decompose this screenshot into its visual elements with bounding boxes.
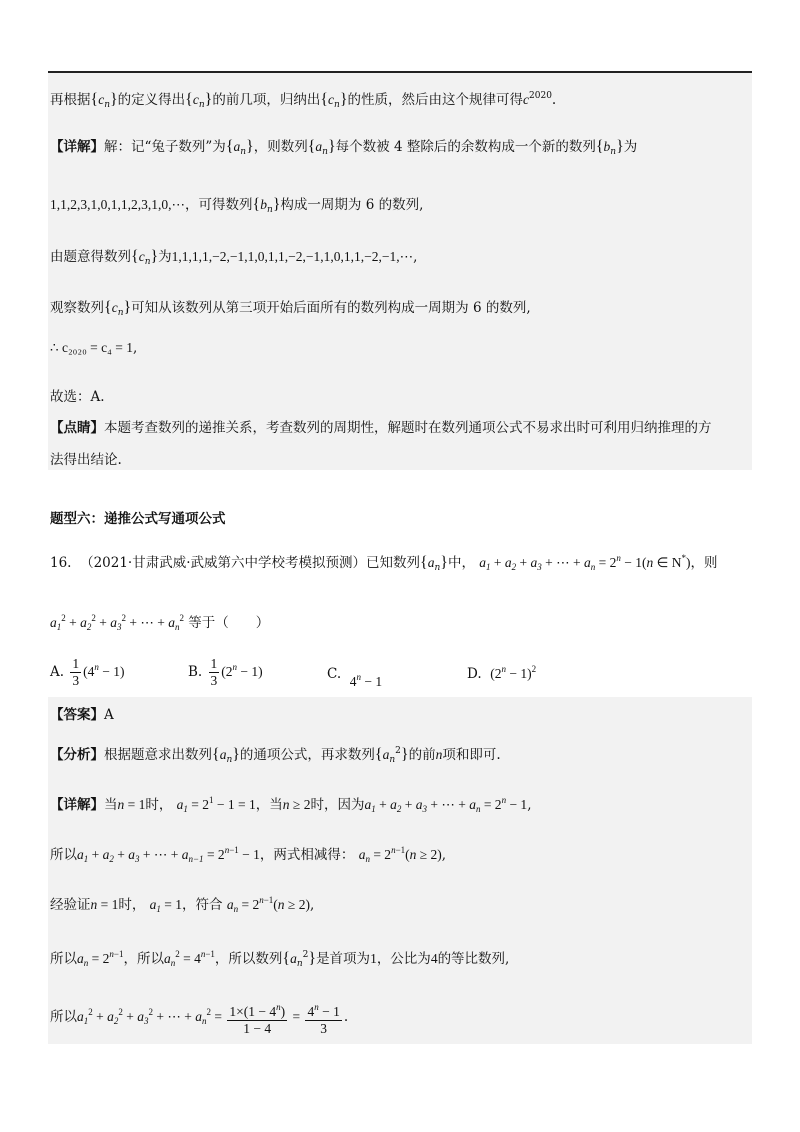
detail-line-1: 【详解】当n = 1时， $a_1 = 2^1 - 1 = 1$，当n ≥ 2时，因为$a_1 + a_2 + a_3$ + ⋯ + $a_n = 2^n - 1$, — [50, 795, 532, 814]
analysis: 【分析】根据题意求出数列$\{a_n\}$的通项公式，再求数列$\{a_n^2\}$的前n项和即可. — [50, 746, 501, 765]
text-line: 故选：A. — [50, 389, 105, 405]
text-line: 法得出结论. — [50, 452, 122, 468]
question-16-cont: $a_1^2 + a_2^2 + a_3^2$ + ⋯ + $a_n^2$ 等于（ ） — [50, 613, 270, 632]
text-line: 1,1,2,3,1,0,1,1,2,3,1,0,⋯，可得数列$\{b_n\}$构成一周期为 6 的数列, — [50, 196, 424, 215]
text-line: 【详解】解：记“兔子数列”为$\{a_n\}$，则数列$\{a_n\}$每个数被 4 整除后的余数构成一个新的数列$\{b_n\}$为 — [50, 138, 638, 157]
detail-line-5: 所以$a_1^2 + a_2^2 + a_3^2$ + ⋯ + $a_n^2$ = $\frac{1\times(1 - 4^n)}{1 - 4}$ = $\frac{4^n - 1}{3}$ . — [50, 994, 348, 1039]
text-line: ∴ c₂₀₂₀ = c₄ = 1, — [50, 340, 138, 356]
answer: 【答案】A — [50, 707, 114, 723]
text-line: 观察数列$\{c_n\}$可知从该数列从第三项开始后面所有的数列构成一周期为 6 的数列, — [50, 299, 531, 318]
option-b: B. $\frac{1}{3}$ $(2^n - 1)$ — [188, 656, 263, 688]
text-line: 再根据$\{c_n\}$的定义得出$\{c_n\}$的前几项，归纳出$\{c_n\}$的性质，然后由这个规律可得$c^{2020}$. — [50, 91, 557, 110]
text-line: 由题意得数列$\{c_n\}$为1,1,1,1,−2,−1,1,0,1,1,−2,−1,1,0,1,1,−2,−1,⋯, — [50, 248, 418, 267]
question-16: 16. （2021·甘肃武威·武威第六中学校考模拟预测）已知数列$\{a_n\}$中， $a_1 + a_2 + a_3$ + ⋯ + $a_n = 2^n - 1(n$ ∈ N*)，则 — [50, 553, 718, 573]
detail-line-3: 经验证n = 1时， $a_1 = 1$，符合 $a_n = 2^{n-1}(n \ge 2)$, — [50, 895, 315, 914]
text-line: 【点睛】本题考查数列的递推关系，考查数列的周期性，解题时在数列通项公式不易求出时可利用归纳推理的方 — [50, 420, 712, 436]
detail-line-2: 所以$a_1 + a_2 + a_3$ + ⋯ + $a_{n-1} = 2^{n-1} - 1$，两式相减得： $a_n = 2^{n-1}(n \ge 2)$, — [50, 845, 447, 864]
option-a: A. $\frac{1}{3}$ $(4^n - 1)$ — [50, 656, 125, 688]
detail-line-4: 所以$a_n = 2^{n-1}$，所以$a_n^2 = 4^{n-1}$，所以数列$\{a_n^2\}$是首项为1，公比为4的等比数列, — [50, 949, 510, 969]
section-title: 题型六：递推公式写通项公式 — [50, 511, 226, 527]
option-c: C. $4^n - 1$ — [327, 666, 383, 689]
option-d: D. $(2^n - 1)^2$ — [467, 664, 537, 682]
